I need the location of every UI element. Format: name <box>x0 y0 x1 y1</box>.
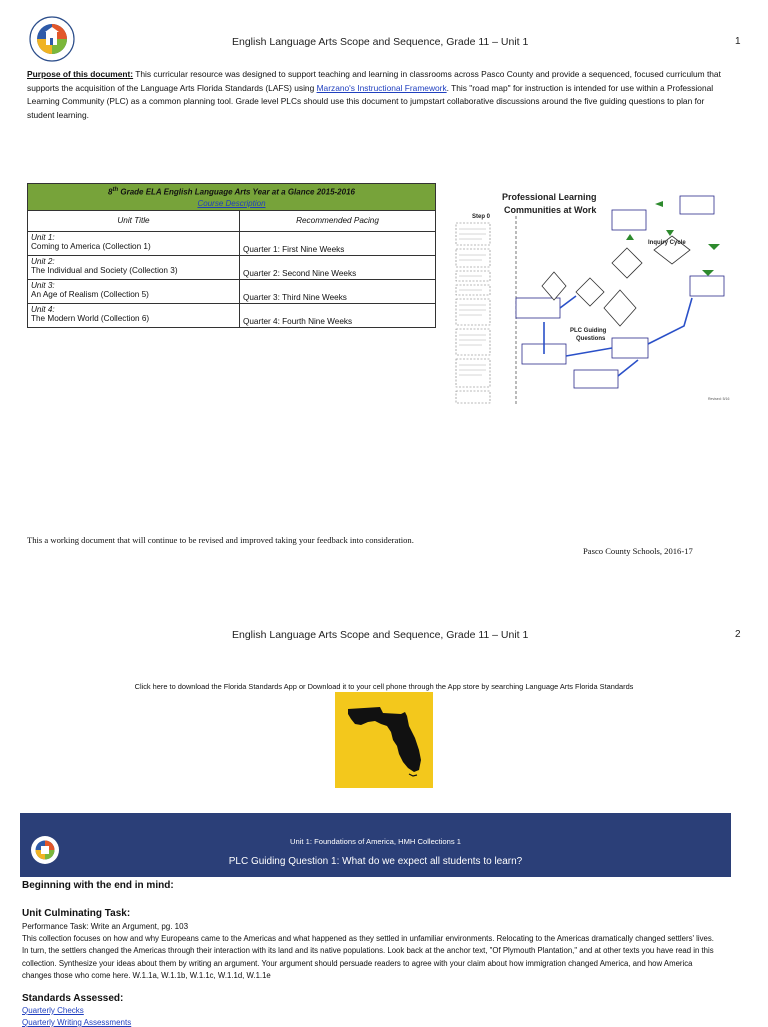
quarterly-checks-link[interactable]: Quarterly Checks <box>22 1006 84 1015</box>
begin-heading: Beginning with the end in mind: <box>22 880 174 891</box>
download-standards-link[interactable]: Click here to download the Florida Standards App or Download it to your cell phone through the App store by searching Language Arts Florida Standards <box>134 682 634 691</box>
standards-heading: Standards Assessed: <box>22 993 124 1004</box>
glance-title-number: 8 <box>108 187 113 197</box>
table-row <box>28 255 436 279</box>
unit-banner <box>20 813 731 877</box>
page2-number: 2 <box>735 629 741 640</box>
plc-diagram <box>452 186 744 410</box>
unit-label: Unit 2: <box>31 256 55 266</box>
diagram-plc-line2: Questions <box>576 336 606 342</box>
diagram-revised: Revised: 5/16 <box>708 397 730 401</box>
unit-label: Unit 1: <box>31 232 55 242</box>
unit-title: The Individual and Society (Collection 3) <box>31 265 178 275</box>
marzano-framework-link[interactable]: Marzano's Instructional Framework <box>316 82 447 93</box>
course-description-link[interactable]: Course Description <box>197 198 266 208</box>
working-document-note: This a working document that will continue to be revised and improved taking your feedback into consideration. <box>27 535 414 545</box>
task-body: This collection focuses on how and why Europeans came to the Americas and what happened as they settled in unfamiliar environments. Relocating to the Americas dramatically changed settlers' lives. In turn, the settlers changed the Americas through their interaction with its land and its native populations. Look back at the anchor text, "Of Plymouth Plantation," and at other texts you have read in this collection. Synthesize your ideas about them by writing an argument. Your argument should persuade readers to agree with your claim about how immigration changed America, and how America changes those who come here. W.1.1a, W.1.1b, W.1.1c, W.1.1d, W.1.1e <box>22 934 714 980</box>
diagram-plc-line1: PLC Guiding <box>570 328 607 334</box>
purpose-paragraph <box>27 68 727 122</box>
unit-title: The Modern World (Collection 6) <box>31 313 150 323</box>
unit-cell <box>28 279 240 303</box>
glance-table-header <box>28 184 436 211</box>
florida-standards-app-icon[interactable] <box>335 692 433 788</box>
footer-right: Pasco County Schools, 2016-17 <box>583 546 693 556</box>
task-heading: Unit Culminating Task: <box>22 908 131 919</box>
col-header-unit-title: Unit Title <box>28 210 240 231</box>
pacing-cell: Quarter 2: Second Nine Weeks <box>240 255 436 279</box>
diagram-title-line2: Communities at Work <box>504 205 597 215</box>
pasco-logo <box>28 15 76 63</box>
unit-cell <box>28 255 240 279</box>
glance-title: Grade ELA English Language Arts Year at a Glance 2015-2016 <box>118 187 355 197</box>
banner-unit-title: Unit 1: Foundations of America, HMH Collections 1 <box>290 837 461 846</box>
page1-number: 1 <box>735 36 741 47</box>
unit-title: An Age of Realism (Collection 5) <box>31 289 149 299</box>
quarterly-writing-link[interactable]: Quarterly Writing Assessments <box>22 1018 132 1027</box>
page1-header-title: English Language Arts Scope and Sequence, Grade 11 – Unit 1 <box>232 36 529 48</box>
unit-cell <box>28 303 240 327</box>
pacing-cell: Quarter 4: Fourth Nine Weeks <box>240 303 436 327</box>
pacing-cell: Quarter 1: First Nine Weeks <box>240 231 436 255</box>
diagram-step0: Step 0 <box>472 214 491 220</box>
diagram-inquiry-label: Inquiry Cycle <box>648 240 686 246</box>
florida-map-icon <box>335 692 433 788</box>
unit-label: Unit 4: <box>31 304 55 314</box>
task-line: Performance Task: Write an Argument, pg. 103 <box>22 922 189 931</box>
pacing-cell: Quarter 3: Third Nine Weeks <box>240 279 436 303</box>
purpose-lead: Purpose of this document: <box>27 69 134 79</box>
table-row <box>28 279 436 303</box>
table-row <box>28 303 436 327</box>
purpose-text-1: This curricular resource was designed to support teaching and learning in classrooms across Pasco County and provide a sequenced, focused curriculum that supports the acquisition of the Language Arts Florida Standards (LAFS) using <box>27 69 721 93</box>
col-header-pacing: Recommended Pacing <box>240 210 436 231</box>
unit-label: Unit 3: <box>31 280 55 290</box>
purpose-text-2: . This "road map" for instruction is intended for use within a Professional Learning Community (PLC) as a common planning tool. Grade level PLCs should use this document to jumpstart collaborative discussions around the five guiding questions to plan for student learning. <box>27 82 714 120</box>
glance-title-sup: th <box>112 187 119 193</box>
page2-header-title: English Language Arts Scope and Sequence, Grade 11 – Unit 1 <box>232 629 529 641</box>
unit-cell <box>28 231 240 255</box>
unit-title: Coming to America (Collection 1) <box>31 241 151 251</box>
diagram-title-line1: Professional Learning <box>502 192 597 202</box>
year-at-a-glance-table <box>27 183 436 328</box>
table-row <box>28 231 436 255</box>
banner-guiding-question: PLC Guiding Question 1: What do we expect all students to learn? <box>228 856 523 867</box>
